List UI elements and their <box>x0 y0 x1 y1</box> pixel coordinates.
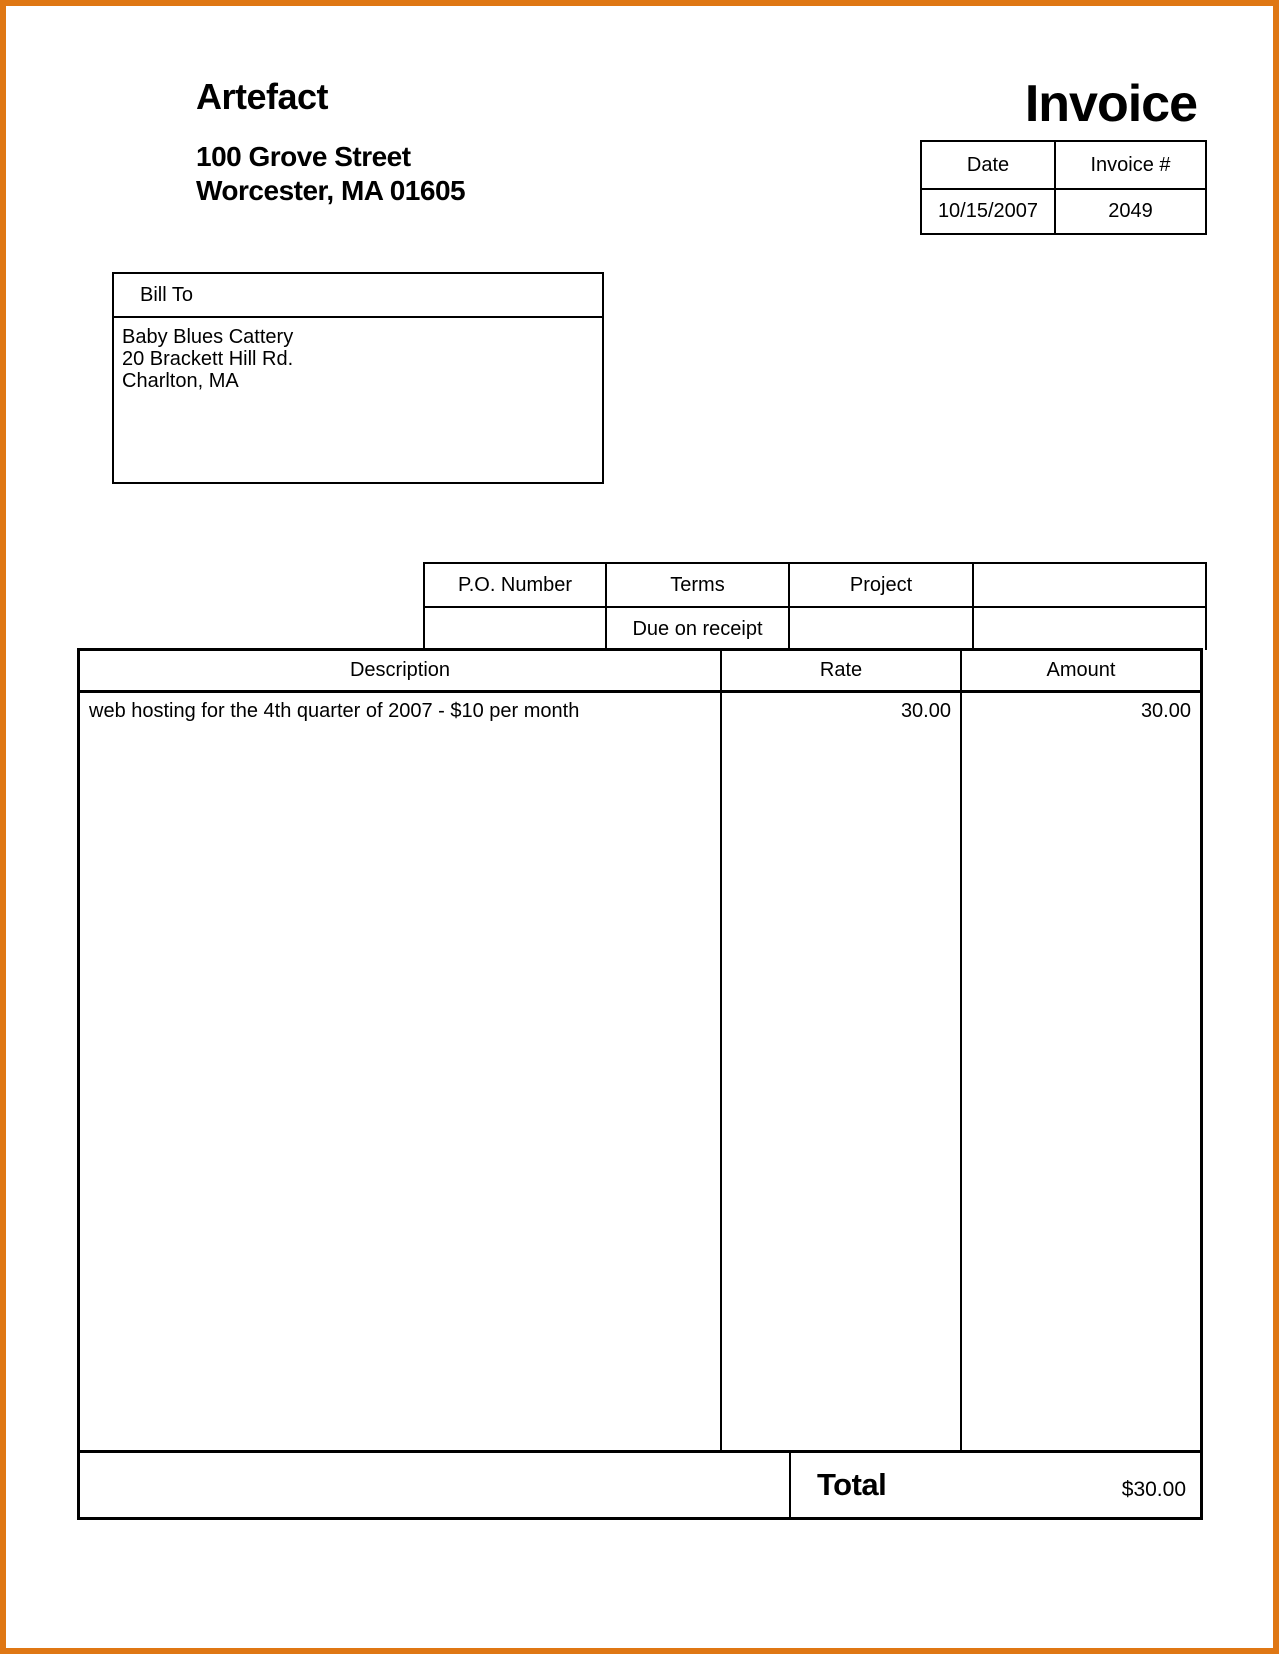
bill-to-line-3: Charlton, MA <box>122 370 239 392</box>
total-value: $30.00 <box>1121 1478 1186 1501</box>
extra-header <box>972 564 1205 606</box>
total-bar <box>77 1453 1203 1520</box>
company-address <box>196 140 465 208</box>
bill-to-label: Bill To <box>114 274 602 318</box>
total-cell <box>791 1453 1200 1517</box>
bill-to-line-1: Baby Blues Cattery <box>122 326 294 348</box>
bill-to-line-2: 20 Brackett Hill Rd. <box>122 348 294 370</box>
invoice-number-header: Invoice # <box>1054 142 1205 188</box>
po-number-header: P.O. Number <box>457 573 573 596</box>
description-header: Description <box>80 651 720 693</box>
line-item-description: web hosting for the 4th quarter of 2007 - $10 per month <box>89 700 580 722</box>
line-item-amount: 30.00 <box>960 693 1200 1450</box>
invoice-title: Invoice <box>1024 75 1197 133</box>
order-info-table <box>423 562 1207 650</box>
project-header: Project <box>788 564 972 606</box>
date-value: 10/15/2007 <box>922 188 1054 233</box>
project-value <box>788 606 972 650</box>
terms-value: Due on receipt <box>605 606 788 650</box>
line-items-table <box>77 648 1203 1453</box>
po-number-value <box>425 606 605 650</box>
bill-to-box <box>112 272 604 484</box>
bill-to-address <box>114 318 602 400</box>
company-address-line-2: Worcester, MA 01605 <box>196 175 466 206</box>
invoice-meta-table <box>920 140 1207 235</box>
company-name: Artefact <box>196 76 329 117</box>
extra-value <box>972 606 1205 650</box>
total-spacer-cell <box>80 1453 791 1517</box>
total-label: Total <box>817 1467 887 1502</box>
date-header: Date <box>966 153 1010 176</box>
company-address-line-1: 100 Grove Street <box>196 141 411 172</box>
line-item-rate: 30.00 <box>720 693 960 1450</box>
amount-header: Amount <box>960 651 1200 693</box>
invoice-number-value: 2049 <box>1054 188 1205 233</box>
rate-header: Rate <box>720 651 960 693</box>
company-block <box>196 76 465 208</box>
terms-header: Terms <box>605 564 788 606</box>
